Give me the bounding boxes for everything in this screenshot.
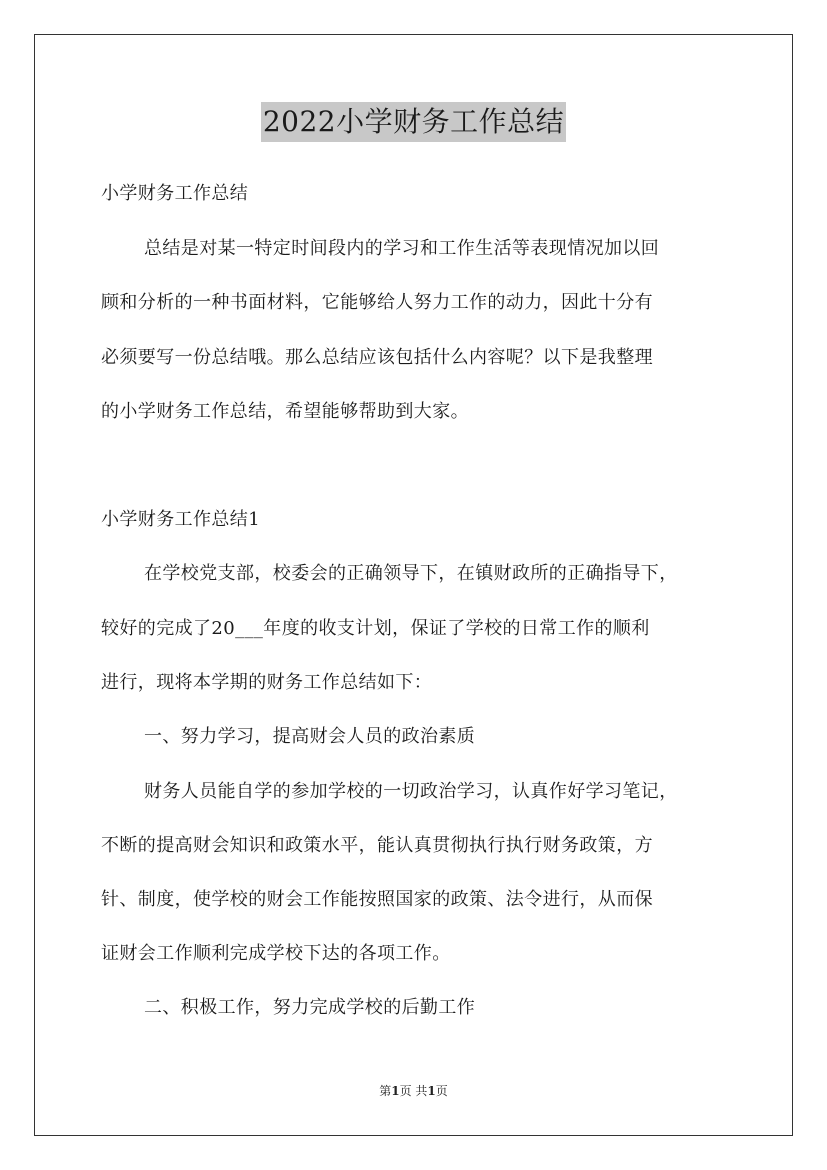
section1-line-1: 在学校党支部，校委会的正确领导下，在镇财政所的正确指导下， bbox=[144, 563, 678, 584]
document-title: 2022小学财务工作总结 bbox=[261, 102, 566, 142]
footer-suffix: 页 bbox=[435, 1084, 448, 1098]
document-subtitle: 小学财务工作总结 bbox=[101, 183, 249, 204]
intro-line-1: 总结是对某一特定时间段内的学习和工作生活等表现情况加以回 bbox=[144, 238, 660, 259]
footer-page-number: 1 bbox=[391, 1084, 400, 1098]
section-heading-1: 小学财务工作总结1 bbox=[101, 509, 261, 530]
point1-heading: 一、努力学习，提高财会人员的政治素质 bbox=[144, 726, 476, 747]
point1-line-2: 不断的提高财会知识和政策水平，能认真贯彻执行执行财务政策，方 bbox=[101, 835, 653, 856]
footer-total-pages: 1 bbox=[427, 1084, 436, 1098]
section1-line-2: 较好的完成了20___年度的收支计划，保证了学校的日常工作的顺利 bbox=[101, 618, 650, 639]
point1-line-4: 证财会工作顺利完成学校下达的各项工作。 bbox=[101, 943, 451, 964]
point1-line-3: 针、制度，使学校的财会工作能按照国家的政策、法令进行，从而保 bbox=[101, 889, 653, 910]
intro-line-4: 的小学财务工作总结，希望能够帮助到大家。 bbox=[101, 401, 469, 422]
point1-line-1: 财务人员能自学的参加学校的一切政治学习，认真作好学习笔记， bbox=[144, 781, 678, 802]
footer-prefix: 第 bbox=[379, 1084, 392, 1098]
section1-line-3: 进行，现将本学期的财务工作总结如下： bbox=[101, 672, 433, 693]
document-title-heading bbox=[0, 101, 827, 142]
page-footer bbox=[0, 1083, 827, 1099]
intro-line-3: 必须要写一份总结哦。那么总结应该包括什么内容呢？以下是我整理 bbox=[101, 347, 653, 368]
intro-line-2: 顾和分析的一种书面材料，它能够给人努力工作的动力，因此十分有 bbox=[101, 292, 653, 313]
footer-mid: 页 共 bbox=[399, 1084, 428, 1098]
point2-heading: 二、积极工作，努力完成学校的后勤工作 bbox=[144, 997, 476, 1018]
